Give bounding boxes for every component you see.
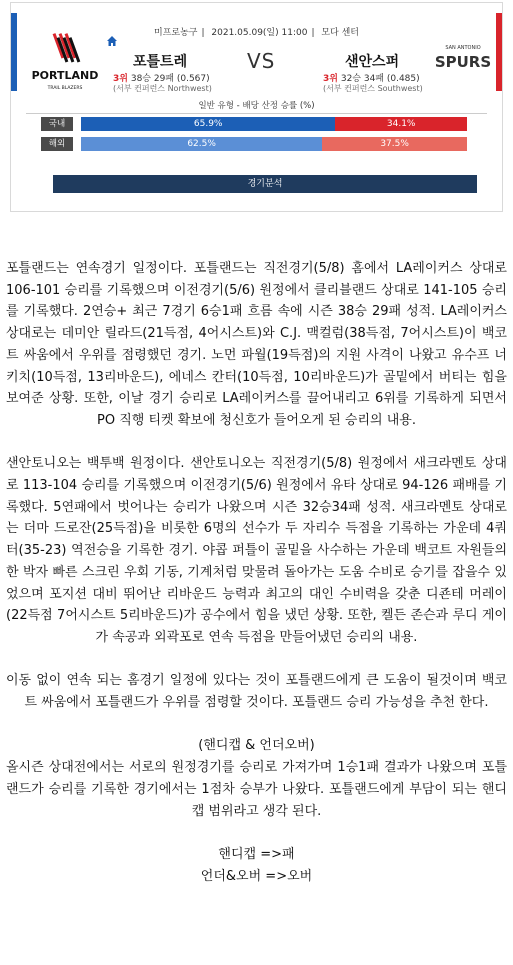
away-rank: 3위 <box>323 74 338 84</box>
rate-divider <box>26 113 487 114</box>
away-rate-bar: 34.1% <box>335 117 467 131</box>
portland-logo-text: PORTLAND <box>31 69 99 82</box>
spurs-logo-subtext: SAN ANTONIO <box>445 45 481 51</box>
article-body <box>0 258 513 887</box>
match-datetime: 2021.05.09(일) 11:00 <box>211 28 308 38</box>
match-header-card <box>10 2 503 212</box>
article-paragraph-portland: 포틀랜드는 연속경기 일정이다. 포틀랜드는 직전경기(5/8) 홈에서 LA레이커스 상대로 106-101 승리를 기록했으며 이전경기(5/6) 원정에서 클리블랜드 상대로 141-105 승리를 기록했다. 2연승+ 최근 7경기 6승1패 흐름 속에 시즌 38승 29패 성적. LA레이커스 상대로는 데미안 릴라드(21득점, 4어시스트)와 C.J. 맥컬럼(38득점, 7어시스트)이 백코트 싸움에서 우위를 점령했던 경기. 노먼 파월(19득점)의 지원 사격이 나왔고 유수프 너키치(10득점, 13리바운드), 에네스 칸터(10득점, 10리바운드)가 골밑에서 버티는 힘을 보여준 상황. 또한, 이날 경기 승리로 LA레이커스를 끌어내리고 6위를 기록하게 되면서 PO 직행 티켓 확보에 청신호가 들어오게 된 승리의 내용. <box>6 261 507 428</box>
home-rank: 3위 <box>113 74 128 84</box>
rate-bar-domestic <box>81 117 467 131</box>
away-conference: (서부 컨퍼런스 Southwest) <box>323 84 423 93</box>
portland-logo-icon <box>31 33 99 99</box>
away-team-name: 샌안스퍼 <box>345 54 400 70</box>
away-record-text: 32승 34패 (0.485) <box>340 74 420 84</box>
home-icon <box>107 36 117 46</box>
spurs-logo-icon <box>427 41 499 75</box>
analysis-button[interactable]: 경기분석 <box>53 175 477 193</box>
portland-logo-subtext: TRAIL BLAZERS <box>47 86 83 91</box>
league-label: 미프로농구 <box>154 28 198 38</box>
spurs-logo-text: SPURS <box>434 53 492 71</box>
away-rate-bar: 37.5% <box>322 137 467 151</box>
rate-bar-overseas <box>81 137 467 151</box>
vs-label: VS <box>247 49 276 73</box>
home-rate-bar: 65.9% <box>81 117 335 131</box>
pick-over-under: 언더&오버 =>오버 <box>200 868 313 884</box>
article-section-heading: (핸디캡 & 언더오버) <box>198 738 315 754</box>
match-meta: 미프로농구 | 2021.05.09(일) 11:00 | 모다 센터 <box>154 28 359 38</box>
article-paragraph-handicap: 올시즌 상대전에서는 서로의 원정경기를 승리로 가져가며 1승1패 결과가 나왔으며 포틀랜드가 승리를 기록한 경기에서는 1점차 승부가 나왔다. 포틀랜드에게 부담이 되는 핸디캡 범위라고 생각 된다. <box>6 760 507 819</box>
rate-row-label-overseas: 해외 <box>41 137 73 151</box>
rate-row-label-domestic: 국내 <box>41 117 73 131</box>
home-team-name: 포틀트레 <box>133 54 188 70</box>
venue-label: 모다 센터 <box>321 28 359 38</box>
article-paragraph-conclusion: 이동 없이 연속 되는 홈경기 일정에 있다는 것이 포틀랜드에게 큰 도움이 될것이며 백코트 싸움에서 포틀랜드가 우위를 점령할 것이다. 포틀랜드 승리 가능성을 추천 한다. <box>6 673 507 711</box>
home-conference: (서부 컨퍼런스 Northwest) <box>113 84 212 93</box>
home-rate-bar: 62.5% <box>81 137 322 151</box>
rate-title: 일반 유형 - 배당 산정 승률 (%) <box>198 101 315 111</box>
article-paragraph-san-antonio: 샌안토니오는 백투백 원정이다. 샌안토니오는 직전경기(5/8) 원정에서 새크라멘토 상대로 113-104 승리를 기록했으며 이전경기(5/6) 원정에서 유타 상대로 94-126 패배를 기록했다. 5연패에서 벗어나는 승리가 나왔으며 시즌 32승34패 성적. 새크라멘토 상대로는 더마 드로잔(25득점)을 비롯한 6명의 선수가 두 자리수 득점을 기록하는 가운데 4쿼터(35-23) 역전승을 기록한 경기. 야콥 퍼틀이 골밑을 사수하는 가운데 백코트 자원들의 한 박자 빠른 스크린 우회 기동, 기계처럼 맞물려 돌아가는 도움 수비로 승기를 잡을수 있었으며 포지션 대비 뛰어난 리바운드 능력과 최고의 대인 수비력을 갖춘 디죤테 머레이(22득점 7어시스트 5리바운드)가 공수에서 힘을 냈던 상황. 또한, 켈든 존슨과 루디 게이가 속공과 외곽포로 연속 득점을 만들어냈던 승리의 내용. <box>6 456 507 645</box>
pick-handicap: 핸디캡 =>패 <box>218 846 295 862</box>
home-record-text: 38승 29패 (0.567) <box>130 74 210 84</box>
